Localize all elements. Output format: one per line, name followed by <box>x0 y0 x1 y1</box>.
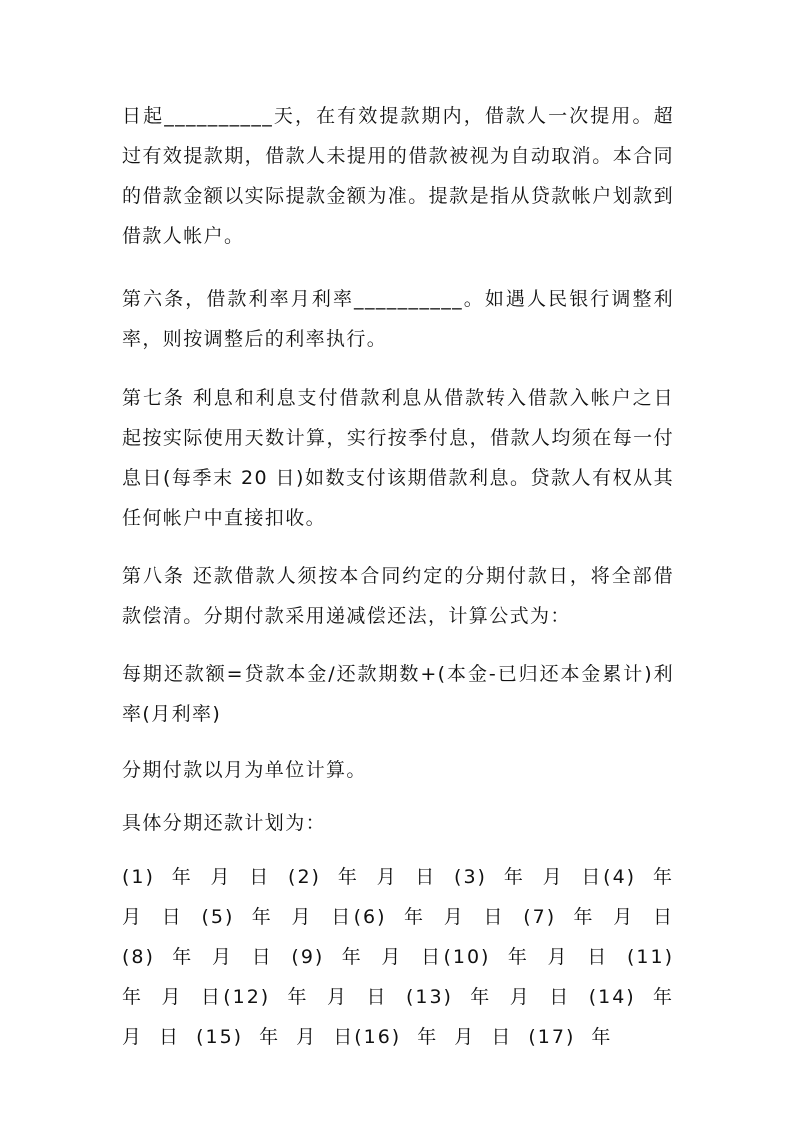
paragraph-installment-schedule: (1) 年 月 日 (2) 年 月 日 (3) 年 月 日(4) 年 月 日 (5) 年 月 日(6) 年 月 日 (7) 年 月 日 (8) 年 月 日 (9) 年 月 日(10) 年 月 日 (11) 年 月 日(12) 年 月 日 (13) 年 月 日 (14) 年 月 日 (15) 年 月 日(16) 年 月 日 (17) 年 <box>122 866 674 1048</box>
paragraph-article-7-interest-payment: 第七条 利息和利息支付借款利息从借款转入借款入帐户之日起按实际使用天数计算，实行按季付息，借款人均须在每一付息日(每季末 20 日)如数支付该期借款利息。贷款人有权从其任何帐户中直接扣收。 <box>122 387 674 529</box>
paragraph-article-8-repayment: 第八条 还款借款人须按本合同约定的分期付款日，将全部借款偿清。分期付款采用递减偿还法，计算公式为： <box>122 565 674 627</box>
paragraph-installment-unit: 分期付款以月为单位计算。 <box>122 759 367 781</box>
paragraph-schedule-heading: 具体分期还款计划为： <box>122 812 327 834</box>
paragraph-article-6-interest-rate: 第六条，借款利率月利率__________。如遇人民银行调整利率，则按调整后的利率执行。 <box>122 288 674 350</box>
paragraph-withdrawal-period: 日起__________天，在有效提款期内，借款人一次提用。超过有效提款期，借款人未提用的借款被视为自动取消。本合同的借款金额以实际提款金额为准。提款是指从贷款帐户划款到借款人帐户。 <box>122 105 674 247</box>
paragraph-repayment-formula: 每期还款额=贷款本金/还款期数+(本金-已归还本金累计)利率(月利率) <box>122 663 674 725</box>
